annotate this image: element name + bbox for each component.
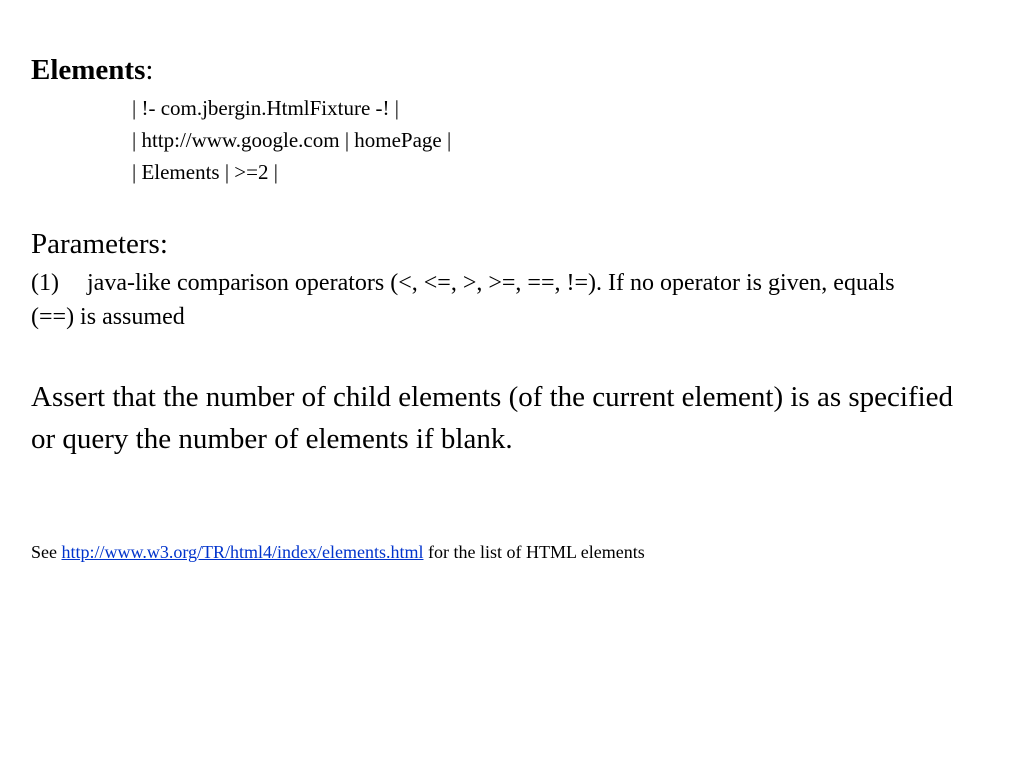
see-prefix: See <box>31 542 62 562</box>
parameter-item <box>31 266 931 334</box>
parameters-title: Parameters: <box>31 228 168 260</box>
code-example <box>132 92 451 188</box>
code-line-homepage: | http://www.google.com | homePage | <box>132 128 452 152</box>
code-line-fixture: | !- com.jbergin.HtmlFixture -! | <box>132 96 399 120</box>
w3c-elements-link[interactable]: http://www.w3.org/TR/html4/index/elements.html <box>61 542 424 562</box>
description-text: Assert that the number of child elements (of the current element) is as specified or query the number of elements if blank. <box>31 381 954 455</box>
parameter-number: (1) <box>31 270 59 296</box>
heading-colon: : <box>145 54 154 86</box>
see-suffix: for the list of HTML elements <box>423 542 645 562</box>
code-line-elements: | Elements | >=2 | <box>132 160 278 184</box>
parameter-text: java-like comparison operators (<, <=, >, >=, ==, !=). If no operator is given, equals (==) is assumed <box>31 270 895 330</box>
elements-heading <box>31 52 153 88</box>
see-also-line <box>31 539 645 565</box>
heading-bold-text: Elements <box>31 54 146 86</box>
